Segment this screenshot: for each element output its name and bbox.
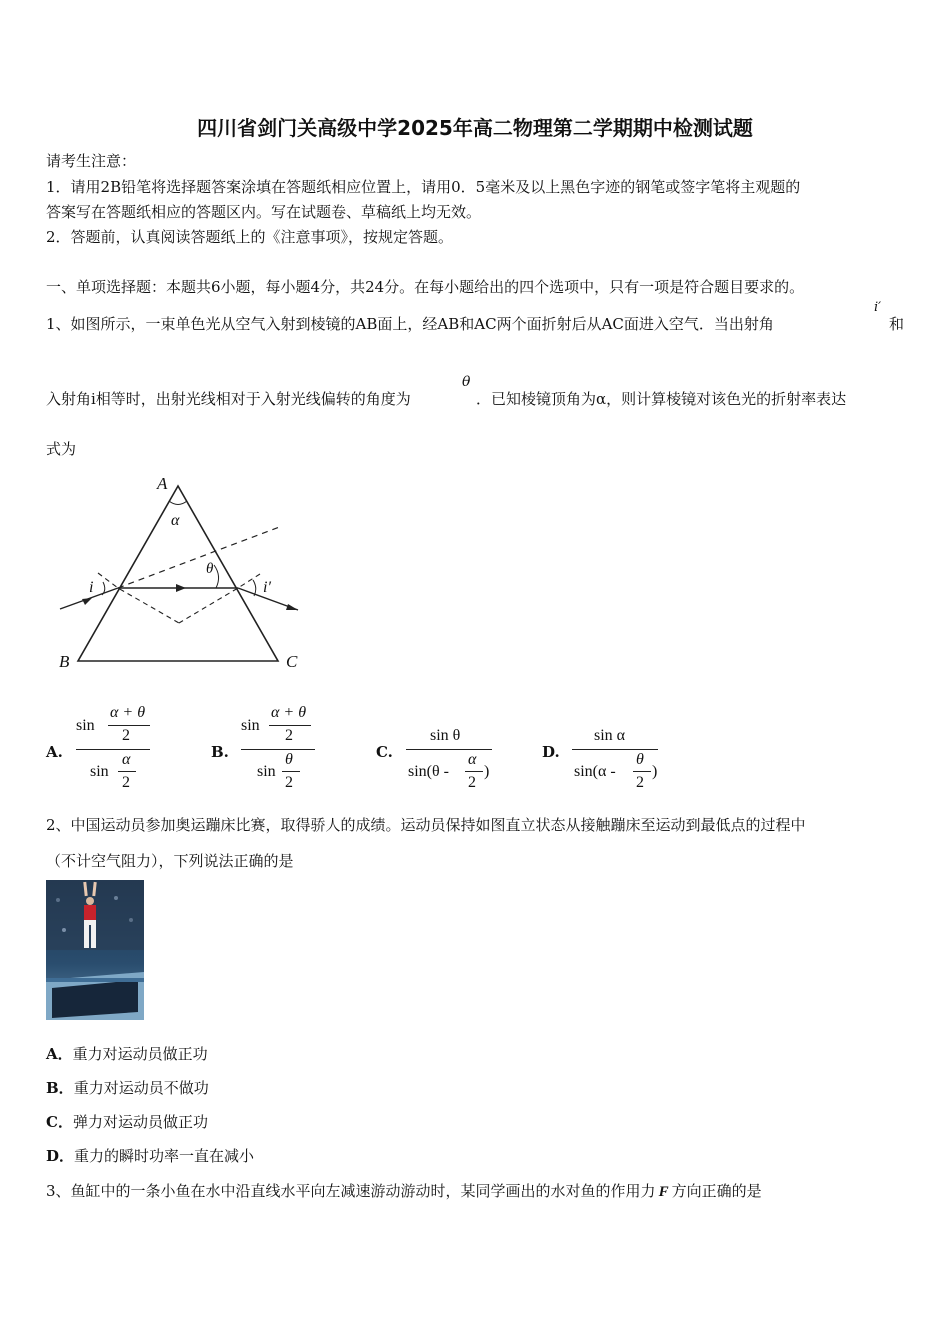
q1-option-d-formula: sin α sin(α - θ 2 ): [574, 727, 658, 791]
internal-arrow: [176, 584, 186, 592]
incident-extension: [118, 526, 282, 588]
vertex-A-label: A: [157, 474, 168, 493]
q1-line-2b: ．已知棱镜顶角为α，则计算棱镜对该色光的折射率表达: [476, 390, 847, 408]
incident-arrow: [82, 598, 92, 605]
page-title: 四川省剑门关高级中学2025年高二物理第二学期期中检测试题: [197, 116, 753, 140]
q2-option-d: D．重力的瞬时功率一直在减小: [46, 1147, 255, 1165]
q2-line-1: 2、中国运动员参加奥运蹦床比赛，取得骄人的成绩。运动员保持如图直立状态从接触蹦床至运动到最低点的过程中: [46, 816, 806, 834]
q1-option-d-letter: D.: [542, 743, 560, 761]
q1-and: 和: [889, 315, 905, 333]
trampoline-photo: [46, 880, 144, 1020]
q1-option-c-fraction-bar: [406, 749, 492, 750]
q3-line-1: 3、鱼缸中的一条小鱼在水中沿直线水平向左减速游动游动时，某同学画出的水对鱼的作用力 F 方向正确的是: [46, 1182, 762, 1200]
notice-line-2: 2．答题前，认真阅读答题纸上的《注意事项》，按规定答题。: [46, 228, 454, 246]
normal-ac: [179, 574, 260, 623]
section-heading: 一、单项选择题：本题共6小题，每小题4分，共24分。在每小题给出的四个选项中，只有一项是符合题目要求的。: [46, 278, 805, 296]
q1-option-b-fraction-bar: [241, 749, 315, 750]
exit-arrow: [286, 604, 298, 610]
vertex-C-label: C: [286, 652, 298, 671]
q1-line-3: 式为: [46, 440, 77, 458]
i-label: i: [89, 579, 94, 596]
q1-option-d-fraction-bar: [572, 749, 658, 750]
alpha-label: α: [171, 512, 180, 529]
vertex-B-label: B: [59, 652, 70, 671]
q1-iprime-symbol: i′: [874, 300, 882, 315]
notice-line-1b: 答案写在答题纸相应的答题区内。写在试题卷、草稿纸上均无效。: [46, 203, 482, 221]
q2-option-b: B．重力对运动员不做功: [46, 1079, 209, 1097]
theta-arc: [214, 565, 219, 588]
alpha-arc: [169, 501, 187, 505]
notice-heading: 请考生注意：: [46, 152, 137, 170]
normal-ab: [98, 573, 179, 623]
theta-label: θ: [206, 561, 214, 577]
q1-option-a-fraction-bar: [76, 749, 150, 750]
q1-option-b-formula: sin α + θ 2 sin θ 2: [241, 703, 315, 799]
q2-line-2: （不计空气阻力），下列说法正确的是: [46, 852, 294, 870]
notice-line-1: 1．请用2B铅笔将选择题答案涂填在答题纸相应位置上，请用0．5毫米及以上黑色字迹的钢笔或签字笔将主观题的: [46, 178, 801, 196]
q2-option-c: C．弹力对运动员做正功: [46, 1113, 208, 1131]
q1-line-2a: 入射角i相等时，出射光线相对于入射光线偏转的角度为: [46, 390, 411, 408]
q1-option-a-formula: sin α + θ 2 sin α 2: [76, 703, 150, 799]
q1-option-c-letter: C.: [376, 743, 393, 761]
q1-option-c-formula: sin θ sin(θ - α 2 ): [406, 725, 492, 799]
q1-line-1: 1、如图所示，一束单色光从空气入射到棱镜的AB面上，经AB和AC两个面折射后从AC面进入空气．当出射角: [46, 315, 774, 333]
prism-figure: [50, 470, 320, 680]
q1-option-a-letter: A.: [46, 743, 63, 761]
q1-option-b-letter: B.: [211, 743, 229, 761]
iprime-label: i′: [263, 579, 271, 596]
q2-option-a: A．重力对运动员做正功: [46, 1045, 208, 1063]
q1-theta-symbol: θ: [462, 374, 471, 390]
